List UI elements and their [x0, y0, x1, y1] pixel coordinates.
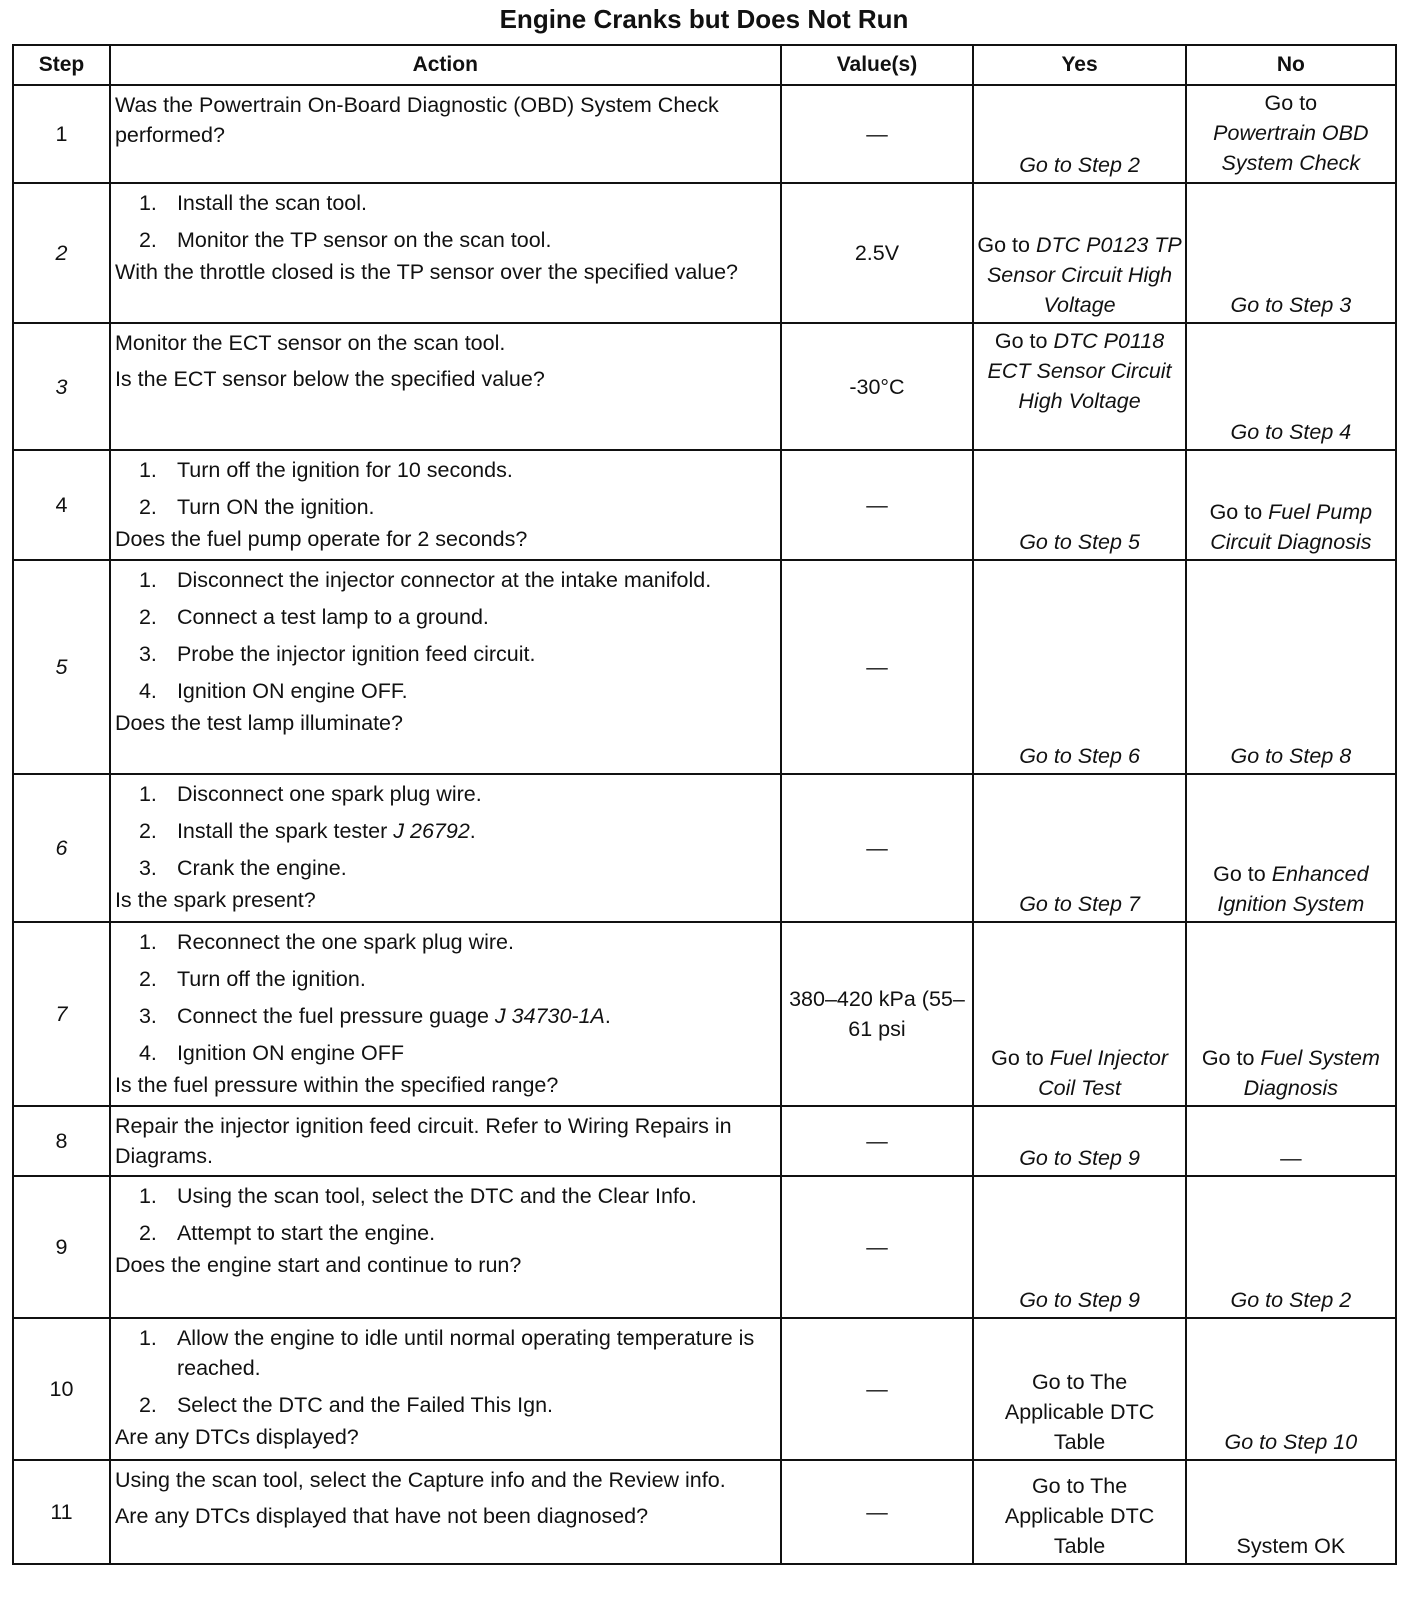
value-cell: — [781, 1106, 974, 1176]
action-question: Does the test lamp illuminate? [114, 711, 403, 735]
tool-ref: J 34730-1A [494, 1004, 605, 1028]
action-cell: 1. Install the scan tool. 2. Monitor the TP sensor on the scan tool. With the throttle closed is the TP sensor over the specified value? [110, 183, 781, 323]
no-cell [1186, 1318, 1396, 1460]
yes-cell [973, 1176, 1185, 1318]
action-question: Is the spark present? [114, 888, 316, 912]
header-yes: Yes [973, 45, 1185, 85]
table-row [13, 560, 1396, 774]
no-ref: Go to Step 10 [1224, 1430, 1358, 1454]
action-question: Are any DTCs displayed? [114, 1425, 359, 1449]
no-cell [1186, 450, 1396, 560]
page-title: Engine Cranks but Does Not Run [499, 4, 909, 34]
action-cell: 1. Allow the engine to idle until normal operating temperature is reached. 2. Select the DTC and the Failed This Ign. Are any DTCs displayed? [110, 1318, 781, 1460]
action-question: Are any DTCs displayed that have not been diagnosed? [114, 1504, 649, 1528]
table-row [13, 1176, 1396, 1318]
action-text: Repair the injector ignition feed circuit. Refer to Wiring Repairs in Diagrams. [114, 1114, 732, 1168]
no-cell [1186, 774, 1396, 922]
tool-ref: J 26792 [393, 819, 470, 843]
step-number: 9 [13, 1176, 110, 1318]
value-cell: — [781, 560, 974, 774]
header-value: Value(s) [781, 45, 974, 85]
yes-cell [973, 922, 1185, 1106]
header-row [13, 45, 1396, 85]
value-cell: — [781, 774, 974, 922]
no-ref: Go to Step 4 [1230, 420, 1352, 444]
table-row [13, 183, 1396, 323]
no-cell [1186, 922, 1396, 1106]
step-number: 6 [13, 774, 110, 922]
no-goto: Go to [1213, 862, 1266, 886]
action-item: Attempt to start the engine. [176, 1221, 436, 1245]
action-cell: 1. Disconnect one spark plug wire. 2. Install the spark tester J 26792. 3. Crank the engine. Is the spark present? [110, 774, 781, 922]
table-row [13, 774, 1396, 922]
yes-cell [973, 1460, 1185, 1564]
yes-ref: DTC P0118 ECT Sensor Circuit High Voltage [987, 329, 1172, 413]
action-cell: 1. Reconnect the one spark plug wire. 2. Turn off the ignition. 3. Connect the fuel pressure guage J 34730-1A. 4. Ignition ON engine OFF Is the fuel pressure within the specified range? [110, 922, 781, 1106]
action-text: Was the Powertrain On-Board Diagnostic (OBD) System Check performed? [114, 93, 719, 147]
action-cell [110, 323, 781, 450]
action-item: Install the spark tester [176, 819, 388, 843]
no-ref: Fuel Pump Circuit Diagnosis [1210, 500, 1373, 554]
header-action: Action [110, 45, 781, 85]
yes-cell [973, 183, 1185, 323]
yes-ref: Go to Step 5 [1019, 530, 1140, 554]
no-cell [1186, 1176, 1396, 1318]
diagnostic-table [12, 44, 1397, 1565]
action-item: Using the scan tool, select the DTC and the Clear Info. [176, 1184, 697, 1208]
step-number: 1 [13, 85, 110, 183]
no-cell [1186, 560, 1396, 774]
value-cell: — [781, 1318, 974, 1460]
no-ref: Enhanced Ignition System [1217, 862, 1369, 916]
yes-goto: Go to The Applicable DTC Table [1004, 1474, 1155, 1558]
no-cell [1186, 85, 1396, 183]
value-cell: — [781, 85, 974, 183]
action-item: Turn ON the ignition. [176, 495, 375, 519]
yes-cell [973, 560, 1185, 774]
no-goto: — [1280, 1146, 1302, 1170]
no-goto: Go to [1209, 500, 1263, 524]
yes-ref: Fuel Injector Coil Test [1038, 1046, 1168, 1100]
no-ref: Go to Step 3 [1230, 293, 1352, 317]
step-number: 3 [13, 323, 110, 450]
no-goto: Go to [1201, 1046, 1255, 1070]
action-item: Disconnect one spark plug wire. [176, 782, 482, 806]
action-item: Monitor the TP sensor on the scan tool. [176, 228, 552, 252]
action-question: Is the ECT sensor below the specified value? [114, 367, 545, 391]
header-step: Step [13, 45, 110, 85]
action-item: Connect the fuel pressure guage [176, 1004, 489, 1028]
action-item: Install the scan tool. [176, 191, 367, 215]
no-goto: Go to [1264, 91, 1318, 115]
yes-ref: DTC P0123 TP Sensor Circuit High Voltage [986, 233, 1182, 317]
no-goto: System OK [1236, 1534, 1346, 1558]
yes-ref: Go to Step 9 [1019, 1288, 1140, 1312]
action-question: Does the fuel pump operate for 2 seconds? [114, 527, 528, 551]
no-ref: Go to Step 2 [1230, 1288, 1352, 1312]
action-item: Select the DTC and the Failed This Ign. [176, 1393, 554, 1417]
yes-goto: Go to The Applicable DTC Table [1004, 1370, 1155, 1454]
yes-cell [973, 323, 1185, 450]
yes-ref: Go to Step 6 [1019, 744, 1140, 768]
no-cell [1186, 183, 1396, 323]
step-number: 7 [13, 922, 110, 1106]
action-cell: 1. Using the scan tool, select the DTC and the Clear Info. 2. Attempt to start the engine. Does the engine start and continue to run? [110, 1176, 781, 1318]
yes-goto: Go to [991, 1046, 1044, 1070]
no-ref: Powertrain OBD System Check [1213, 121, 1369, 175]
action-text: Monitor the ECT sensor on the scan tool. [114, 331, 506, 355]
action-item: Ignition ON engine OFF. [176, 679, 408, 703]
action-cell [110, 1106, 781, 1176]
table-row [13, 323, 1396, 450]
yes-cell [973, 1106, 1185, 1176]
action-item: Ignition ON engine OFF [176, 1041, 405, 1065]
action-cell [110, 85, 781, 183]
yes-cell [973, 774, 1185, 922]
no-ref: Go to Step 8 [1230, 744, 1352, 768]
table-row [13, 922, 1396, 1106]
step-number: 11 [13, 1460, 110, 1564]
action-item: Turn off the ignition for 10 seconds. [176, 458, 513, 482]
no-cell [1186, 323, 1396, 450]
yes-ref: Go to Step 7 [1019, 892, 1140, 916]
action-question: With the throttle closed is the TP sensor over the specified value? [114, 260, 738, 284]
yes-cell [973, 450, 1185, 560]
value-cell: — [781, 1460, 974, 1564]
yes-cell [973, 1318, 1185, 1460]
yes-ref: Go to Step 9 [1019, 1146, 1140, 1170]
step-number: 5 [13, 560, 110, 774]
value-cell: 380–420 kPa (55–61 psi [781, 922, 974, 1106]
value-cell: — [781, 1176, 974, 1318]
action-question: Is the fuel pressure within the specified range? [114, 1073, 559, 1097]
action-cell [110, 1460, 781, 1564]
table-row [13, 1460, 1396, 1564]
action-item: Crank the engine. [176, 856, 347, 880]
action-cell: 1. Disconnect the injector connector at the intake manifold. 2. Connect a test lamp to a ground. 3. Probe the injector ignition feed circuit. 4. Ignition ON engine OFF. Does the test lamp illuminate? [110, 560, 781, 774]
yes-cell [973, 85, 1185, 183]
action-item: Probe the injector ignition feed circuit. [176, 642, 536, 666]
action-item: Connect a test lamp to a ground. [176, 605, 489, 629]
step-number: 10 [13, 1318, 110, 1460]
step-number: 2 [13, 183, 110, 323]
yes-goto: Go to [994, 329, 1048, 353]
action-question: Does the engine start and continue to run? [114, 1253, 522, 1277]
value-cell: — [781, 450, 974, 560]
action-cell: 1. Turn off the ignition for 10 seconds. 2. Turn ON the ignition. Does the fuel pump operate for 2 seconds? [110, 450, 781, 560]
header-no: No [1186, 45, 1396, 85]
action-text: Using the scan tool, select the Capture info and the Review info. [114, 1468, 726, 1492]
step-number: 4 [13, 450, 110, 560]
value-cell: -30°C [781, 323, 974, 450]
table-row [13, 1106, 1396, 1176]
table-row [13, 1318, 1396, 1460]
value-cell: 2.5V [781, 183, 974, 323]
action-item: Disconnect the injector connector at the intake manifold. [176, 568, 712, 592]
no-ref: Fuel System Diagnosis [1243, 1046, 1380, 1100]
yes-ref: Go to Step 2 [1019, 153, 1140, 177]
action-item: Reconnect the one spark plug wire. [176, 930, 514, 954]
yes-goto: Go to [977, 233, 1030, 257]
step-number: 8 [13, 1106, 110, 1176]
table-row [13, 450, 1396, 560]
no-cell [1186, 1460, 1396, 1564]
action-item: Turn off the ignition. [176, 967, 366, 991]
table-row [13, 85, 1396, 183]
action-item: Allow the engine to idle until normal operating temperature is reached. [176, 1326, 755, 1380]
no-cell [1186, 1106, 1396, 1176]
